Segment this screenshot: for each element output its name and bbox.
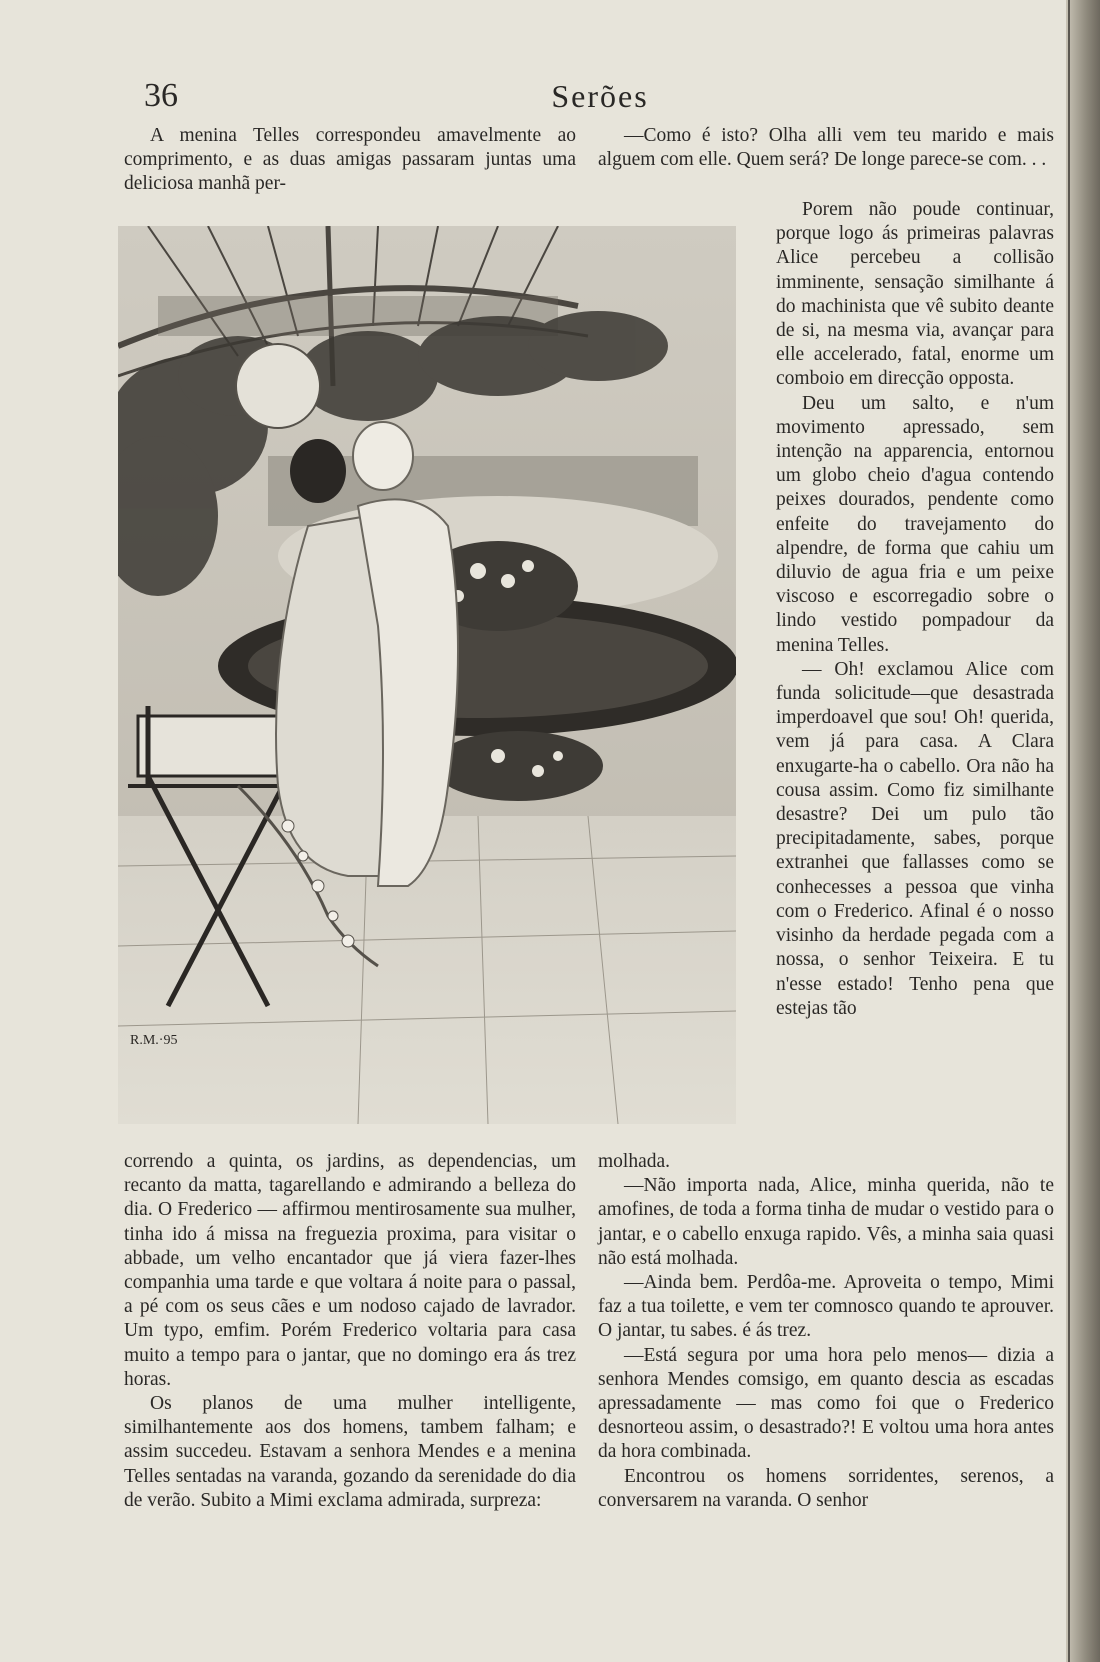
page-edge-line (1068, 0, 1070, 1662)
fair-haired-woman-head (353, 422, 413, 490)
right-column-bottom (598, 1150, 1054, 1513)
page-number: 36 (144, 77, 178, 114)
right-column-narrow (776, 198, 1054, 1021)
paragraph: —Como é isto? Olha alli vem teu marido e mais alguem com elle. Quem será? De longe parece-se com. . . (598, 125, 1054, 171)
paragraph: Encontrou os homens sorridentes, serenos, a conversarem na varanda. O senhor (598, 1465, 1054, 1511)
illustration-drawing (118, 226, 736, 1124)
paragraph: —Está segura por uma hora pelo menos— dizia a senhora Mendes comsigo, em quanto descia as escadas apressadamente — mas como foi que o Frederico desnorteou assim, o desastrado?! E voltou uma hora antes da hora combinada. (598, 1344, 1054, 1463)
paragraph-continuation: molhada. (598, 1151, 671, 1172)
page-header (140, 76, 1060, 116)
paragraph: correndo a quinta, os jardins, as dependencias, um recanto da matta, tagarellando e admirando a belleza do dia. O Frederico — affirmou mentirosamente sua mulher, tinha ido á missa na freguezia proxima, para visitar o abbade, um velho encantador que já viera fazer-lhes companhia uma tarde e que voltara á noite para o passal, a pé com os seus cães e um nodoso cajado de lavrador. Um typo, emfim. Porém Frederico voltaria para casa muito a tempo para o jantar, que no domingo era ás trez horas. (124, 1151, 576, 1390)
paragraph: A menina Telles correspondeu amavelmente ao comprimento, e as duas amigas passaram juntas uma deliciosa manhã per- (124, 125, 576, 195)
dark-haired-woman-head (290, 439, 346, 503)
paragraph: Porem não poude continuar, porque logo ás primeiras palavras Alice percebeu a collisão imminente, sensação similhante á do machinista que vê subito deante de si, na mesma via, avançar para elle accelerado, fatal, enorme um comboio em direcção opposta. (776, 199, 1054, 390)
paragraph: Deu um salto, e n'um movimento apressado, sem intenção na apparencia, entornou um globo cheio d'agua contendo peixes dourados, pendente como enfeite do travejamento do alpendre, de forma que cahiu um diluvio de agua fria e um peixe viscoso e escorregadio sobre o lindo vestido pompadour da menina Telles. (776, 392, 1054, 656)
paragraph: —Não importa nada, Alice, minha querida, não te amofines, de toda a forma tinha de mudar o vestido para o jantar, e o cabello enxuga rapido. Vês, a minha saia quasi não está molhada. (598, 1175, 1054, 1269)
hanging-globe (236, 344, 320, 428)
left-column-top (124, 124, 576, 197)
right-column-top (598, 124, 1054, 172)
paragraph: Os planos de uma mulher intelligente, similhantemente aos dos homens, tambem falham; e assim succedeu. Estavam a senhora Mendes e a menina Telles sentadas na varanda, gozando da serenidade do dia de verão. Subito a Mimi exclama admirada, surpreza: (124, 1393, 576, 1511)
garden-illustration (118, 226, 736, 1124)
paragraph: —Ainda bem. Perdôa-me. Aproveita o tempo, Mimi faz a tua toilette, e vem ter comnosco quando te aprouver. O jantar, tu sabes. é ás trez. (598, 1272, 1054, 1342)
page-edge-shadow (1066, 0, 1100, 1662)
left-column-bottom (124, 1150, 576, 1513)
running-title: Serões (551, 78, 649, 114)
paragraph: — Oh! exclamou Alice com funda solicitude—que desastrada imperdoavel que sou! Oh! querida, vem já para casa. A Clara enxugarte-ha o cabello. Ora não ha cousa assim. Como fiz similhante desastre? Dei um pulo tão precipitadamente, sabes, porque extranhei que fallasses como se conhecesses a pessoa que vinha com o Frederico. Afinal é o nosso visinho da herdade pegada com a nossa, o senhor Teixeira. E tu n'esse estado! Tenho pena que estejas tão (776, 658, 1054, 1019)
artist-signature: R.M.·95 (130, 1033, 178, 1048)
